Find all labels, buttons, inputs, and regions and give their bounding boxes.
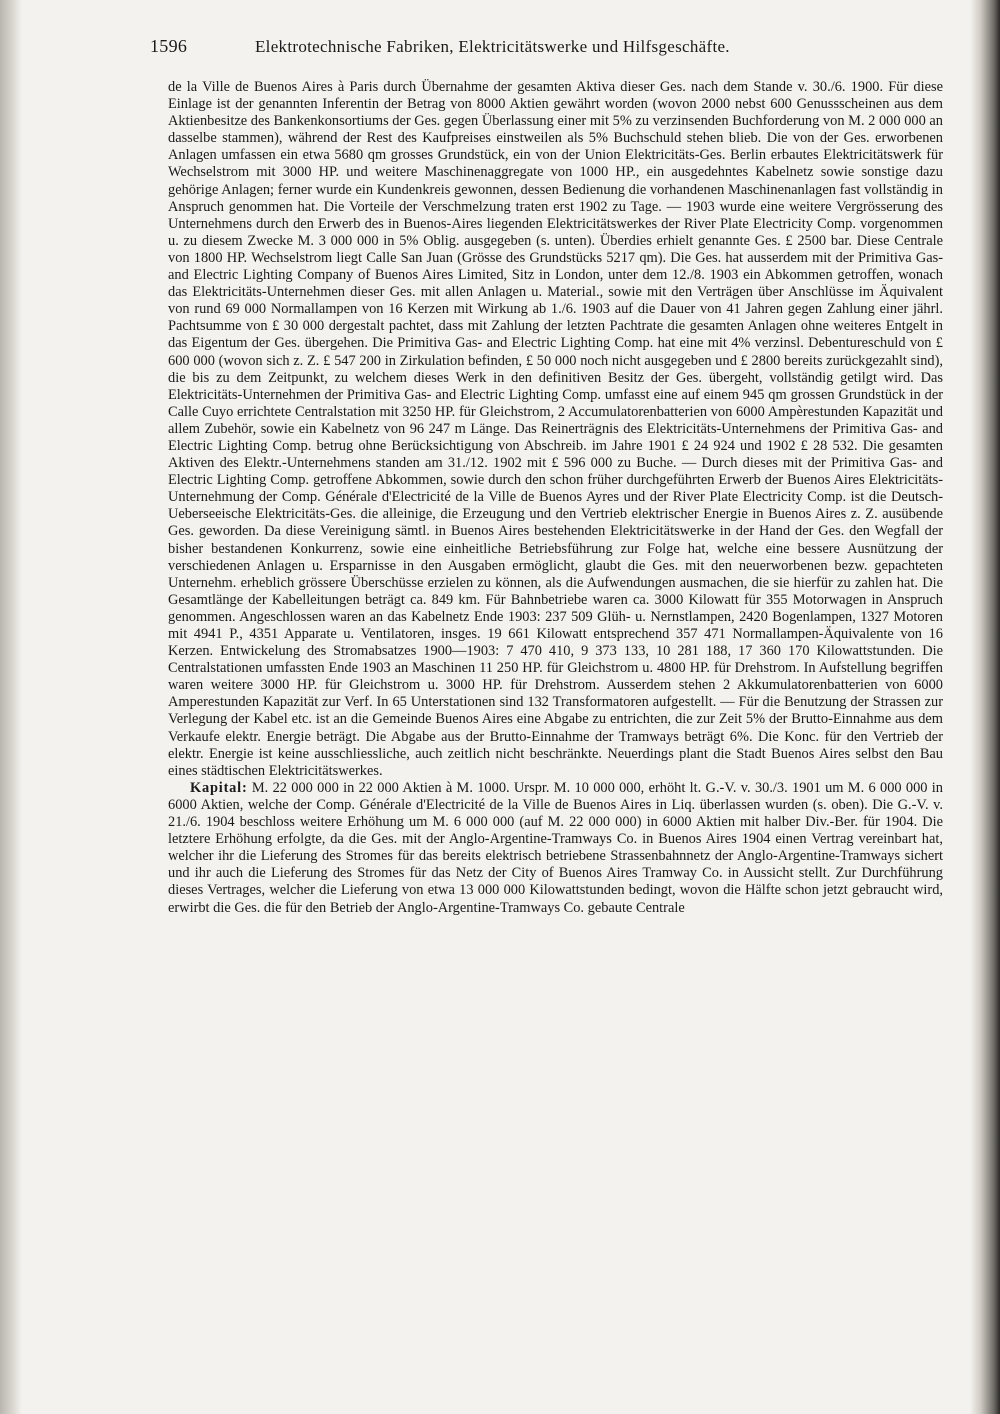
page-number: 1596 — [150, 36, 188, 56]
kapital-label: Kapital: — [190, 779, 248, 796]
scan-edge — [970, 0, 1000, 1414]
paragraph-company-history: de la Ville de Buenos Aires à Paris durch Übernahme der gesamten Aktiva dieser Ges. nach dem Stande v. 30./6. 1900. Für diese Einlage ist der genannten Inferentin der Betrag von 8000 Aktien gewährt worden (wovon 2000 nebst 600 Genussscheinen aus dem Aktienbesitze des Bankenkonsortiums der Ges. gegen Überlassung einer mit 5% zu verzinsenden Buchforderung von M. 2 000 000 an dasselbe stammen), während der Rest des Kaufpreises einstweilen als 5% Buchschuld stehen blieb. Die von der Ges. erworbenen Anlagen umfassen ein etwa 5680 qm grosses Grundstück, ein von der Union Elektricitäts-Ges. Berlin erbautes Elektricitätswerk für Wechselstrom mit 3000 HP. und weitere Maschinenaggregate von 1000 HP., ein ausgedehntes Kabelnetz sowie sonstige dazu gehörige Anlagen; ferner wurde ein Kundenkreis gewonnen, dessen Bedienung die vorhandenen Maschinenanlagen fast vollständig in Anspruch genommen hat. Die Vorteile der Verschmelzung traten erst 1902 zu Tage. — 1903 wurde eine weitere Vergrösserung des Unternehmens durch den Erwerb des in Buenos-Aires liegenden Elektricitätswerkes der River Plate Electricity Comp. vorgenommen u. zu diesem Zwecke M. 3 000 000 in 5% Oblig. ausgegeben (s. unten). Überdies erhielt genannte Ges. £ 2500 bar. Diese Centrale von 1800 HP. Wechselstrom liegt Calle San Juan (Grösse des Grundstücks 5217 qm). Die Ges. hat ausserdem mit der Primitiva Gas- and Electric Lighting Company of Buenos Aires Limited, Sitz in London, unter dem 12./8. 1903 ein Abkommen getroffen, wonach das Elektricitäts-Unternehmen dieser Ges. mit allen Anlagen u. Material., sowie mit den Verträgen über Anschlüsse im Äquivalent von rund 69 000 Normallampen von 16 Kerzen mit Wirkung ab 1./6. 1903 auf die Dauer von 41 Jahren gegen Zahlung einer jährl. Pachtsumme von £ 30 000 dergestalt pachtet, dass mit Zahlung der letzten Pachtrate die gesamten Anlagen ohne weiteres Entgelt in das Eigentum der Ges. übergehen. Die Primitiva Gas- and Electric Lighting Comp. hat eine mit 4% verzinsl. Debentureschuld von £ 600 000 (wovon sich z. Z. £ 547 200 in Zirkulation befinden, £ 50 000 noch nicht ausgegeben und £ 2800 bereits zurückgezahlt sind), die bis zu dem Zeitpunkt, zu welchem dieses Werk in den definitiven Besitz der Ges. übergeht, vollständig getilgt wird. Das Elektricitäts-Unternehmen der Primitiva Gas- and Electric Lighting Comp. umfasst eine auf einem 945 qm grossen Grundstück in der Calle Cuyo errichtete Centralstation mit 3250 HP. für Gleichstrom, 2 Accumulatorenbatterien von 6000 Ampèrestunden Kapazität und allem Zubehör, sowie ein Kabelnetz von 96 247 m Länge. Das Reinerträgnis des Elektricitäts-Unternehmens der Primitiva Gas- and Electric Lighting Comp. betrug ohne Berücksichtigung von Abschreib. im Jahre 1901 £ 24 924 und 1902 £ 28 532. Die gesamten Aktiven des Elektr.-Unternehmens standen am 31./12. 1902 mit £ 596 000 zu Buche. — Durch dieses mit der Primitiva Gas- and Electric Lighting Comp. getroffene Abkommen, sowie durch den schon früher durchgeführten Erwerb der Buenos Aires Elektricitäts-Unternehmung der Comp. Générale d'Electricité de la Ville de Buenos Ayres und der River Plate Electricity Comp. ist die Deutsch-Ueberseeische Elektricitäts-Ges. die alleinige, die Erzeugung und den Vertrieb elektrischer Energie in Buenos Aires z. Z. ausübende Ges. geworden. Da diese Vereinigung sämtl. in Buenos Aires bestehenden Elektricitätswerke in der Hand der Ges. den Wegfall der bisher bestandenen Konkurrenz, sowie eine einheitliche Betriebsführung zur Folge hat, welche eine bessere Ausnützung der verschiedenen Anlagen u. Ersparnisse in den Ausgaben ermöglicht, glaubt die Ges. mit den neuerworbenen bezw. gepachteten Unternehm. erheblich grössere Überschüsse erzielen zu können, als die Aufwendungen ausmachen, die sie hierfür zu zahlen hat. Die Gesamtlänge der Kabelleitungen beträgt ca. 849 km. Für Bahnbetriebe waren ca. 3000 Kilowatt für 355 Motorwagen in Anspruch genommen. Angeschlossen waren an das Kabelnetz Ende 1903: 237 509 Glüh- u. Nernstlampen, 2420 Bogenlampen, 1327 Motoren mit 4941 P., 4351 Apparate u. Ventilatoren, insges. 19 661 Kilowatt entsprechend 357 471 Normallampen-Äquivalente von 16 Kerzen. Entwickelung des Stromabsatzes 1900—1903: 7 470 410, 9 373 133, 10 281 188, 17 360 170 Kilowattstunden. Die Centralstationen umfassten Ende 1903 an Maschinen 11 250 HP. für Gleichstrom u. 4800 HP. für Drehstrom. In Aufstellung begriffen waren weitere 3000 HP. für Gleichstrom u. 3000 HP. für Drehstrom. Ausserdem stehen 2 Akkumulatorenbatterien von 6000 Amperestunden Kapazität zur Verf. In 65 Unterstationen sind 132 Transformatoren aufgestellt. — Für die Benutzung der Strassen zur Verlegung der Kabel etc. ist an die Gemeinde Buenos Aires eine Abgabe zu entrichten, die zur Zeit 5% der Brutto-Einnahme aus dem Verkaufe elektr. Energie beträgt. Die Abgabe aus der Brutto-Einnahme der Tramways beträgt 6%. Die Konc. für den Vertrieb der elektr. Energie ist keine ausschliessliche, auch zeitlich nicht beschränkte. Neuerdings plant die Stadt Buenos Aires selbst den Bau eines städtischen Elektricitätswerkes. — [168, 79, 943, 779]
body-text — [168, 79, 943, 1399]
page-header — [150, 36, 870, 57]
paragraph-kapital — [168, 780, 943, 917]
binding-shadow — [0, 0, 22, 1414]
kapital-text: M. 22 000 000 in 22 000 Aktien à M. 1000. Urspr. M. 10 000 000, erhöht lt. G.-V. v. 30./3. 1901 um M. 6 000 000 in 6000 Aktien, welche der Comp. Générale d'Electricité de la Ville de Buenos Aires in Liq. überlassen wurden (s. oben). Die G.-V. v. 21./6. 1904 beschloss weitere Erhöhung um M. 6 000 000 (auf M. 22 000 000) in 6000 Aktien mit halber Div.-Ber. für 1904. Die letztere Erhöhung erfolgte, da die Ges. mit der Anglo-Argentine-Tramways Co. in Buenos Aires 1904 einen Vertrag vereinbart hat, welcher ihr die Lieferung des Stromes für das bereits elektrisch betriebene Strassenbahnnetz der Anglo-Argentine-Tramways sichert und ihr auch die Lieferung des Stromes für das Netz der City of Buenos Aires Tramway Co. in Aussicht stellt. Zur Durchführung dieses Vertrages, welcher die Lieferung von etwa 13 000 000 Kilowattstunden bedingt, wovon die Hälfte schon jetzt gebraucht wird, erwirbt die Ges. die für den Betrieb der Anglo-Argentine-Tramways Co. gebaute Centrale — [168, 779, 943, 916]
running-title: Elektrotechnische Fabriken, Elektricitätswerke und Hilfsgeschäfte. — [255, 37, 730, 56]
